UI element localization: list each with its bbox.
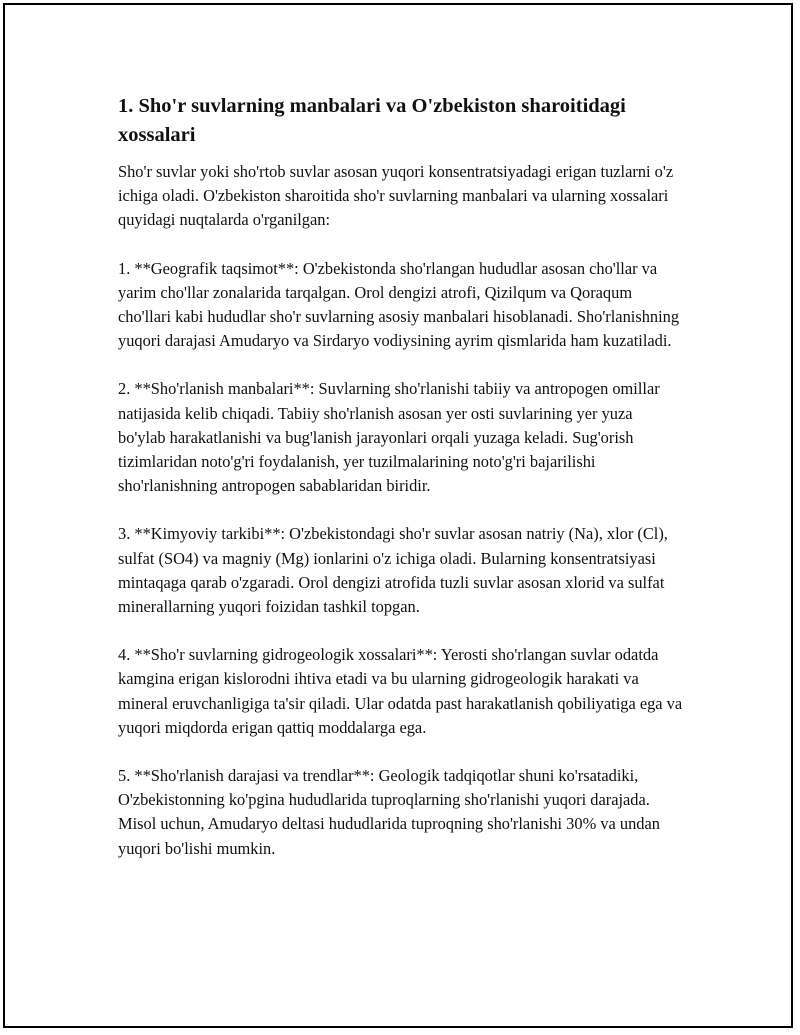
intro-paragraph: Sho'r suvlar yoki sho'rtob suvlar asosan yuqori konsentratsiyadagi erigan tuzlarni o'z ichiga oladi. O'zbekiston sharoitida sho'r suvlarning manbalari va ularning xossalari quyidagi nuqtalarda o'rganilgan: — [118, 162, 674, 230]
list-item-salinization-trends: 5. **Sho'rlanish darajasi va trendlar**: Geologik tadqiqotlar shuni ko'rsatadiki, O'zbekistonning ko'pgina hududlarida tuproqlarning sho'rlanishi yuqori darajada. Misol uchun, Amudaryo deltasi hududlarida tuproqning sho'rlanishi 30% va undan yuqori bo'lishi mumkin. — [118, 766, 660, 858]
list-item-geographic-distribution: 1. **Geografik taqsimot**: O'zbekistonda sho'rlangan hududlar asosan cho'llar va yarim cho'llar zonalarida tarqalgan. Orol dengizi atrofi, Qizilqum va Qoraqum cho'llari kabi hududlar sho'r suvlarning asosiy manbalari hisoblanadi. Sho'rlanishning yuqori darajasi Amudaryo va Sirdaryo vodiysining ayrim qismlarida ham kuzatiladi. — [118, 258, 680, 351]
list-item-chemical-composition: 3. **Kimyoviy tarkibi**: O'zbekistondagi sho'r suvlar asosan natriy (Na), xlor (Cl), sulfat (SO4) va magniy (Mg) ionlarini o'z ichiga oladi. Bularning konsentratsiyasi mintaqaga qarab o'zgaradi. Orol dengizi atrofida tuzli suvlar asosan xlorid va sulfat minerallarning yuqori foizidan tashkil topgan. — [118, 524, 668, 617]
document-body — [118, 92, 684, 885]
list-item-hydrogeological-properties: 4. **Sho'r suvlarning gidrogeologik xossalari**: Yerosti sho'rlangan suvlar odatda kamgina erigan kislorodni ihtiva etadi va bu ularning gidrogeologik harakati va mineral eruvchanligiga ta'sir qiladi. Ular odatda past harakatlanish qobiliyatiga ega va yuqori miqdorda erigan qattiq moddalarga ega. — [118, 645, 683, 737]
list-item-salinization-sources: 2. **Sho'rlanish manbalari**: Suvlarning sho'rlanishi tabiiy va antropogen omillar natijasida kelib chiqadi. Tabiiy sho'rlanish asosan yer osti suvlarining yer yuza bo'ylab harakatlanishi va bug'lanish jarayonlari orqali yuzaga keladi. Sug'orish tizimlaridan noto'g'ri foydalanish, yer tuzilmalarining noto'g'ri bajarilishi sho'rlanishning antropogen sabablaridan biridir. — [118, 379, 660, 496]
section-heading: 1. Sho'r suvlarning manbalari va O'zbekiston sharoitidagi xossalari — [118, 95, 626, 146]
